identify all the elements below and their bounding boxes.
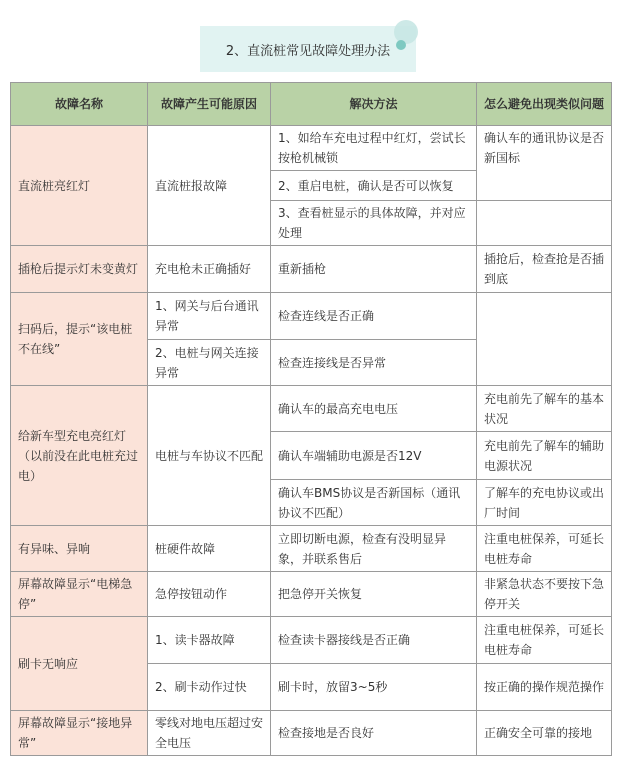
prevention-cell: 正确安全可靠的接地 [477, 711, 612, 756]
decorative-dot [396, 40, 406, 50]
solution-cell: 立即切断电源，检查有没明显异象，并联系售后 [271, 526, 477, 572]
prevention-cell: 了解车的充电协议或出厂时间 [477, 480, 612, 526]
header-possible-cause: 故障产生可能原因 [148, 83, 271, 126]
cause-cell: 电桩与车协议不匹配 [148, 386, 271, 526]
prevention-cell: 确认车的通讯协议是否新国标 [477, 126, 612, 201]
header-prevention: 怎么避免出现类似问题 [477, 83, 612, 126]
cause-cell: 充电枪未正确插好 [148, 246, 271, 293]
header-fault-name: 故障名称 [11, 83, 148, 126]
solution-cell: 确认车端辅助电源是否12V [271, 432, 477, 480]
fault-name-cell: 屏幕故障显示“接地异常” [11, 711, 148, 756]
header-solution: 解决方法 [271, 83, 477, 126]
cause-cell: 2、电桩与网关连接异常 [148, 340, 271, 386]
cause-cell: 急停按钮动作 [148, 572, 271, 617]
solution-cell: 检查接地是否良好 [271, 711, 477, 756]
fault-name-cell: 直流桩亮红灯 [11, 126, 148, 246]
table-row [11, 711, 612, 756]
prevention-cell-empty [477, 293, 612, 386]
cause-cell: 1、读卡器故障 [148, 617, 271, 664]
section-title-box [200, 26, 416, 72]
table-row [11, 526, 612, 572]
cause-cell: 1、网关与后台通讯异常 [148, 293, 271, 340]
section-title: 2、直流桩常见故障处理办法 [200, 26, 416, 72]
cause-cell: 桩硬件故障 [148, 526, 271, 572]
solution-cell: 确认车BMS协议是否新国标（通讯协议不匹配） [271, 480, 477, 526]
solution-cell: 刷卡时，放留3~5秒 [271, 664, 477, 711]
solution-cell: 检查连接线是否异常 [271, 340, 477, 386]
table-row [11, 246, 612, 293]
cause-cell: 2、刷卡动作过快 [148, 664, 271, 711]
solution-cell: 3、查看桩显示的具体故障，并对应处理 [271, 201, 477, 246]
prevention-cell: 按正确的操作规范操作 [477, 664, 612, 711]
prevention-cell: 非紧急状态不要按下急停开关 [477, 572, 612, 617]
table-row [11, 126, 612, 171]
cause-cell: 直流桩报故障 [148, 126, 271, 246]
table-header-row [11, 83, 612, 126]
solution-cell: 1、如给车充电过程中红灯，尝试长按枪机械锁 [271, 126, 477, 171]
table-row [11, 386, 612, 432]
table-row [11, 293, 612, 340]
solution-cell: 确认车的最高充电电压 [271, 386, 477, 432]
prevention-cell: 插抢后，检查抢是否插到底 [477, 246, 612, 293]
table-row [11, 617, 612, 664]
prevention-cell: 充电前先了解车的辅助电源状况 [477, 432, 612, 480]
prevention-cell: 充电前先了解车的基本状况 [477, 386, 612, 432]
fault-name-cell: 有异味、异响 [11, 526, 148, 572]
solution-cell: 把急停开关恢复 [271, 572, 477, 617]
fault-name-cell: 插枪后提示灯未变黄灯 [11, 246, 148, 293]
fault-name-cell: 给新车型充电亮红灯（以前没在此电桩充过电） [11, 386, 148, 526]
fault-handling-table [10, 82, 612, 756]
solution-cell: 2、重启电桩，确认是否可以恢复 [271, 171, 477, 201]
prevention-cell: 注重电桩保养，可延长电桩寿命 [477, 526, 612, 572]
fault-name-cell: 扫码后，提示“该电桩不在线” [11, 293, 148, 386]
solution-cell: 重新插枪 [271, 246, 477, 293]
fault-name-cell: 屏幕故障显示“电梯急停” [11, 572, 148, 617]
solution-cell: 检查连线是否正确 [271, 293, 477, 340]
table-row [11, 572, 612, 617]
cause-cell: 零线对地电压超过安全电压 [148, 711, 271, 756]
prevention-cell: 注重电桩保养，可延长电桩寿命 [477, 617, 612, 664]
prevention-cell-empty [477, 201, 612, 246]
solution-cell: 检查读卡器接线是否正确 [271, 617, 477, 664]
fault-name-cell: 刷卡无响应 [11, 617, 148, 711]
